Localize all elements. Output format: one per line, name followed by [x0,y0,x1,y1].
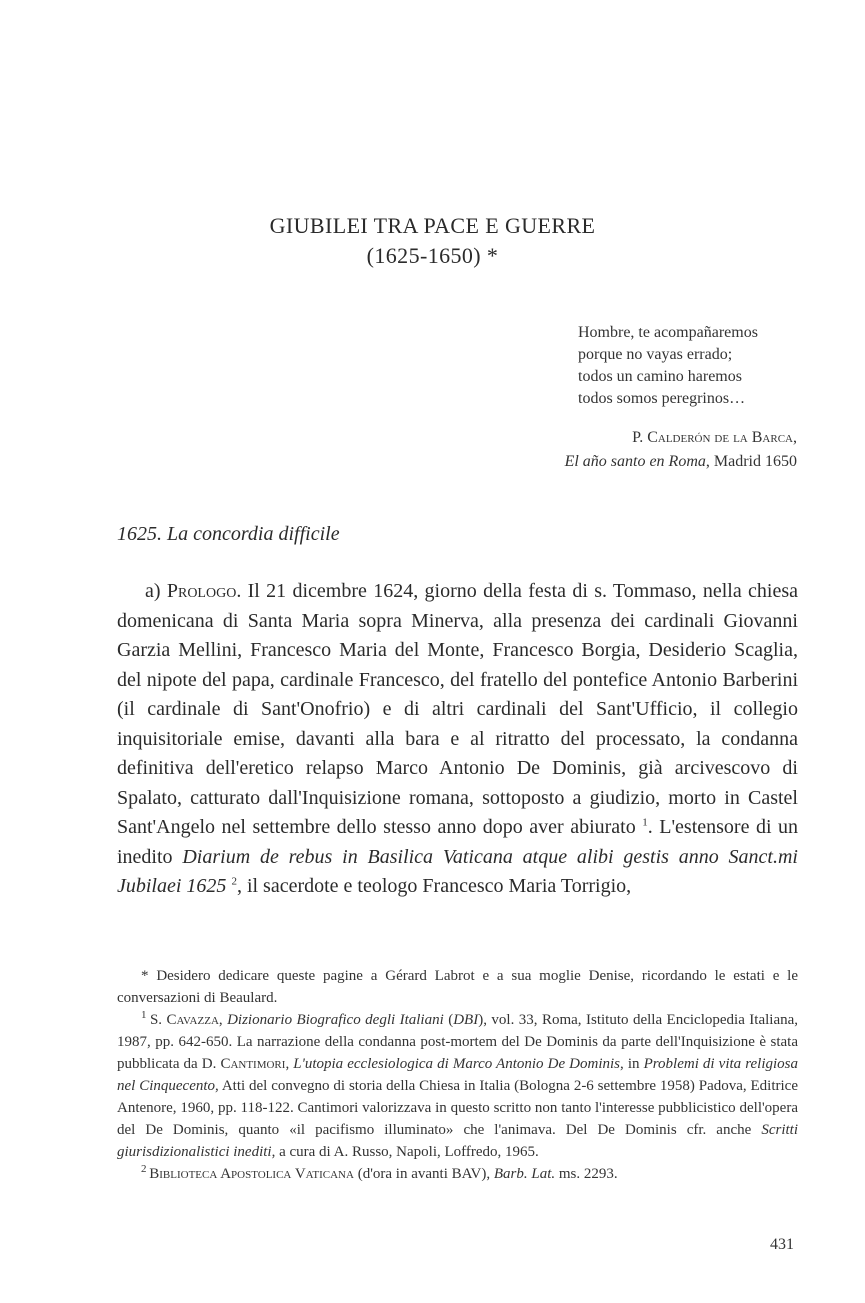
epigraph-line: todos somos peregrinos… [578,390,746,407]
footnote-2: $^2$ Biblioteca Apostolica Vaticana (d'ora in avanti BAV), Barb. Lat. ms. 2293. [141,1163,618,1182]
page-number: 431 [770,1236,794,1253]
footnote-ref: 1 [642,816,648,829]
chapter-dates: (1625-1650) * [366,243,499,268]
paragraph: a) Prologo. Il 21 dicembre 1624, giorno della festa di s. Tommaso, nella chiesa domenicana di Santa Maria sopra Minerva, alla presenza dei cardinali Giovanni Garzia Mellini, Francesco Maria del Monte, Francesco Borgia, Desiderio Scaglia, del nipote del papa, cardinale Francesco, del fratello del pontefice Antonio Barberini (il cardinale di Sant'Onofrio) e di altri cardinali del Sant'Ufficio, il collegio inquisitoriale emise, davanti alla bara e al ritratto del processato, la condanna definitiva dell'eretico relapso Marco Antonio De Dominis, già arcivescovo di Spalato, catturato dall'Inquisizione romana, sottoposto a giudizio, morto in Castel Sant'Angelo nel settembre dello stesso anno dopo aver abiurato $^1$. L'estensore di un inedito Diarium de rebus in Basilica Vaticana atque alibi gestis anno Sanct.mi Jubilaei 1625 $^2$, il sacerdote e teologo Francesco Maria Torrigio, [117,580,798,897]
epigraph-author: P. Calderón de la Barca, [632,429,797,446]
chapter-title: GIUBILEI TRA PACE E GUERRE [269,213,596,238]
epigraph-source: El año santo en Roma, Madrid 1650 [564,453,797,470]
footnotes [117,965,798,1185]
paragraph-label: Prologo [166,580,237,602]
epigraph-line: todos un camino haremos [578,368,742,385]
epigraph-line: Hombre, te acompañaremos [578,324,758,341]
body-text [117,577,798,902]
footnote-star: * Desidero dedicare queste pagine a Gérard Labrot e a sua moglie Denise, ricordando le estati e le conversazioni di Beaulard. [117,968,798,1006]
footnote-ref: 2 [231,875,237,888]
section-heading: 1625. La concordia difficile [117,523,340,545]
epigraph-line: porque no vayas errado; [578,346,733,363]
footnote-1: $^1$ S. Cavazza, Dizionario Biografico degli Italiani (DBI), vol. 33, Roma, Istituto della Enciclopedia Italiana, 1987, pp. 642-650. La narrazione della condanna post-mortem del De Dominis da parte dell'Inquisizione è stata pubblicata da D. Cantimori, L'utopia ecclesiologica di Marco Antonio De Dominis, in Problemi di vita religiosa nel Cinquecento, Atti del convegno di storia della Chiesa in Italia (Bologna 2-6 settembre 1958) Padova, Editrice Antenore, 1960, pp. 118-122. Cantimori valorizzava in questo scritto non tanto l'interesse pubblicistico dell'opera del De Dominis, quanto «il pacifismo illuminato» che l'animava. Del De Dominis cfr. anche Scritti giurisdizionalistici inediti, a cura di A. Russo, Napoli, Loffredo, 1965. [117,1009,799,1160]
diary-title: Diarium de rebus in Basilica Vaticana atque alibi gestis anno Sanct.mi Jubilaei 1625 [117,845,798,897]
